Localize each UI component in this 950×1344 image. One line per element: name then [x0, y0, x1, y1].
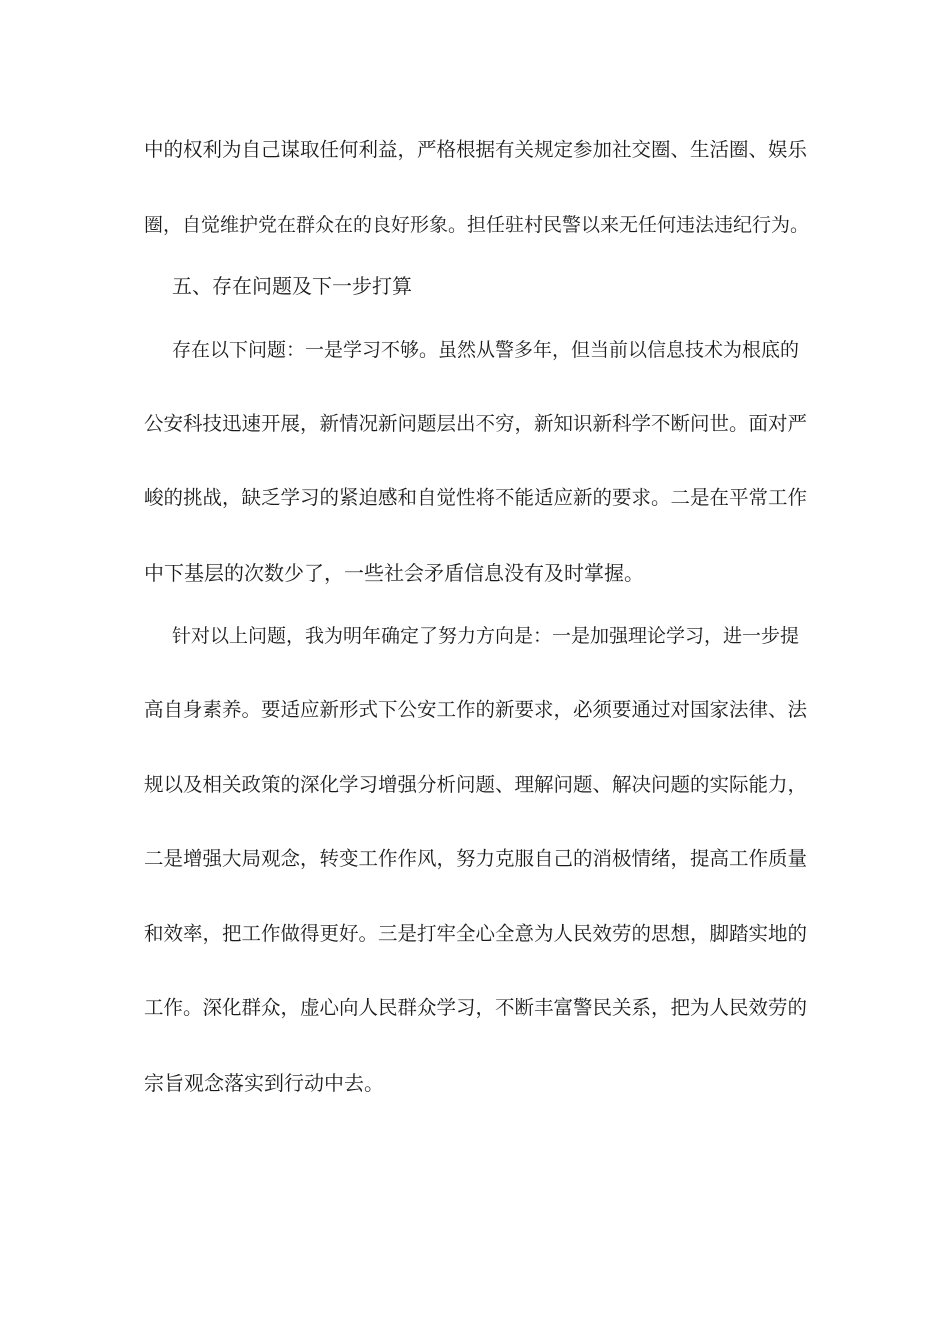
text-line: 高自身素养。要适应新形式下公安工作的新要求，必须要通过对国家法律、法 — [144, 698, 808, 721]
section-heading: 五、存在问题及下一步打算 — [172, 274, 412, 298]
text-line: 中下基层的次数少了，一些社会矛盾信息没有及时掌握。 — [144, 561, 644, 585]
text-line: 公安科技迅速开展，新情况新问题层出不穷，新知识新科学不断问世。面对严 — [144, 412, 808, 435]
text-line: 存在以下问题：一是学习不够。虽然从警多年，但当前以信息技术为根底的 — [172, 339, 800, 361]
text-line: 峻的挑战，缺乏学习的紧迫感和自觉性将不能适应新的要求。二是在平常工作 — [144, 486, 808, 509]
text-line: 中的权利为自己谋取任何利益，严格根据有关规定参加社交圈、生活圈、娱乐 — [144, 138, 808, 161]
text-line: 和效率，把工作做得更好。三是打牢全心全意为人民效劳的思想，脚踏实地的 — [144, 922, 808, 945]
text-line: 针对以上问题，我为明年确定了努力方向是：一是加强理论学习，进一步提 — [172, 625, 800, 647]
text-line: 圈，自觉维护党在群众在的良好形象。担任驻村民警以来无任何违法违纪行为。 — [144, 214, 810, 236]
text-line: 二是增强大局观念，转变工作作风，努力克服自己的消极情绪，提高工作质量 — [144, 847, 808, 870]
text-line: 宗旨观念落实到行动中去。 — [144, 1071, 384, 1095]
text-line: 工作。深化群众，虚心向人民群众学习，不断丰富警民关系，把为人民效劳的 — [144, 996, 808, 1019]
text-line: 规以及相关政策的深化学习增强分析问题、理解问题、解决问题的实际能力， — [144, 773, 808, 796]
